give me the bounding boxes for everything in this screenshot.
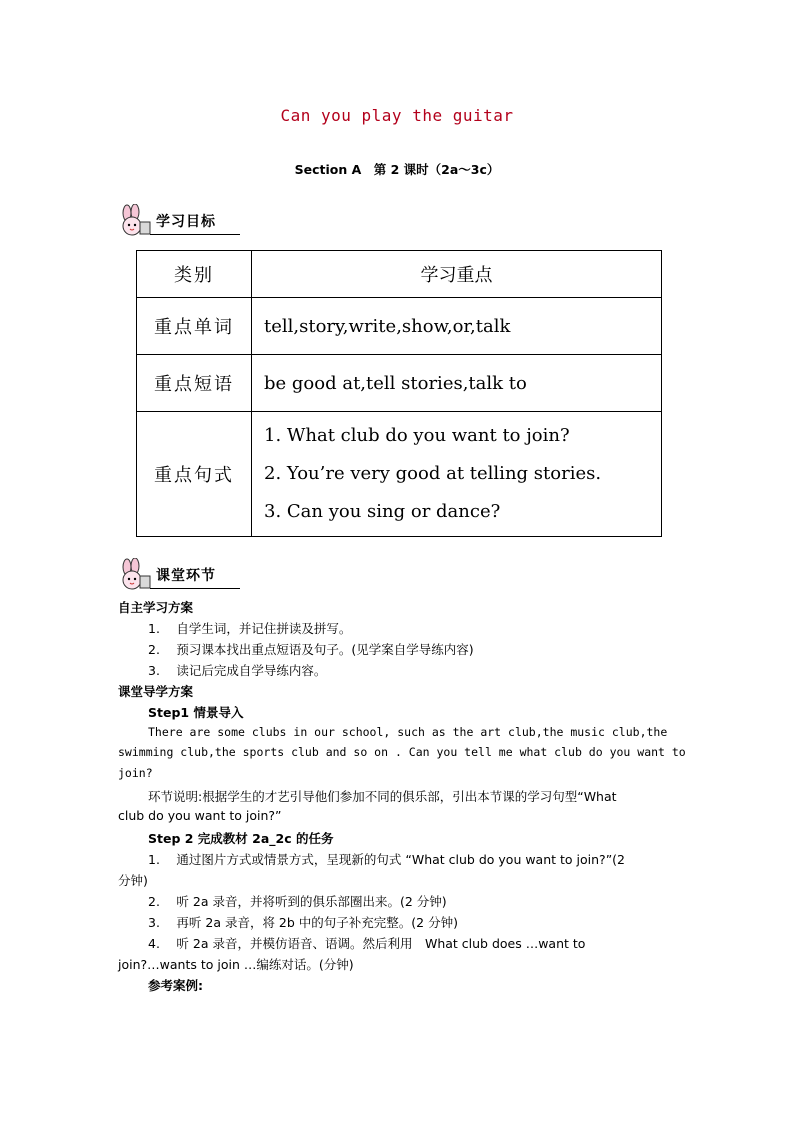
step1-title: Step1 情景导入 (148, 705, 244, 720)
list-item: 3. 读记后完成自学导练内容。 (148, 663, 327, 678)
header-category: 类别 (137, 251, 252, 298)
heading-classroom: 课堂导学方案 (118, 684, 194, 699)
heading-self-study: 自主学习方案 (118, 600, 194, 615)
step2-line: 2. 听 2a 录音，并将听到的俱乐部圈出来。(2 分钟) (148, 894, 447, 909)
section-header-class (118, 558, 240, 592)
header-focus: 学习重点 (252, 251, 662, 298)
paragraph-line: swimming club,the sports club and so on . Can you tell me what club do you want to (118, 745, 686, 759)
table-row (137, 355, 662, 412)
section-header-goals (118, 204, 240, 238)
list-item: 1. 自学生词，并记住拼读及拼写。 (148, 621, 352, 636)
section-label: 课堂环节 (156, 568, 216, 584)
row-content (252, 412, 662, 537)
step2-line: join?…wants to join …编练对话。(分钟) (118, 957, 354, 972)
section-rule (150, 588, 240, 589)
row-category: 重点单词 (137, 298, 252, 355)
row-category: 重点短语 (137, 355, 252, 412)
section-rule (150, 234, 240, 235)
note-line: 环节说明:根据学生的才艺引导他们参加不同的俱乐部，引出本节课的学习句型“What (148, 789, 617, 804)
sentence: 2. You’re very good at telling stories. (264, 463, 602, 484)
table-row (137, 298, 662, 355)
rabbit-icon (118, 558, 154, 592)
step2-line: 分钟) (118, 873, 148, 888)
sentence: 1. What club do you want to join? (264, 425, 570, 446)
list-item: 2. 预习课本找出重点短语及句子。(见学案自学导练内容) (148, 642, 474, 657)
rabbit-icon (118, 204, 154, 238)
lesson-body (118, 598, 686, 998)
document-title: Can you play the guitar (280, 106, 514, 125)
example-label: 参考案例: (148, 978, 203, 993)
paragraph-line: There are some clubs in our school, such as the art club,the music club,the (148, 725, 668, 739)
sentence: 3. Can you sing or dance? (264, 501, 501, 522)
table-header-row (137, 251, 662, 298)
step2-title: Step 2 完成教材 2a_2c 的任务 (148, 831, 334, 846)
paragraph-line: join? (118, 766, 153, 780)
row-content: tell,story,write,show,or,talk (252, 298, 662, 355)
step2-line: 4. 听 2a 录音，并模仿语音、语调。然后利用 What club does …want to (148, 936, 586, 951)
note-line: club do you want to join?” (118, 808, 282, 823)
step2-line: 1. 通过图片方式或情景方式，呈现新的句式 “What club do you want to join?”(2 (148, 852, 625, 867)
step2-line: 3. 再听 2a 录音，将 2b 中的句子补充完整。(2 分钟) (148, 915, 458, 930)
table-row (137, 412, 662, 537)
section-label: 学习目标 (156, 214, 216, 230)
row-category: 重点句式 (137, 412, 252, 537)
goals-table (136, 250, 662, 537)
document-subtitle: Section A 第 2 课时（2a～3c） (294, 162, 500, 177)
row-content: be good at,tell stories,talk to (252, 355, 662, 412)
